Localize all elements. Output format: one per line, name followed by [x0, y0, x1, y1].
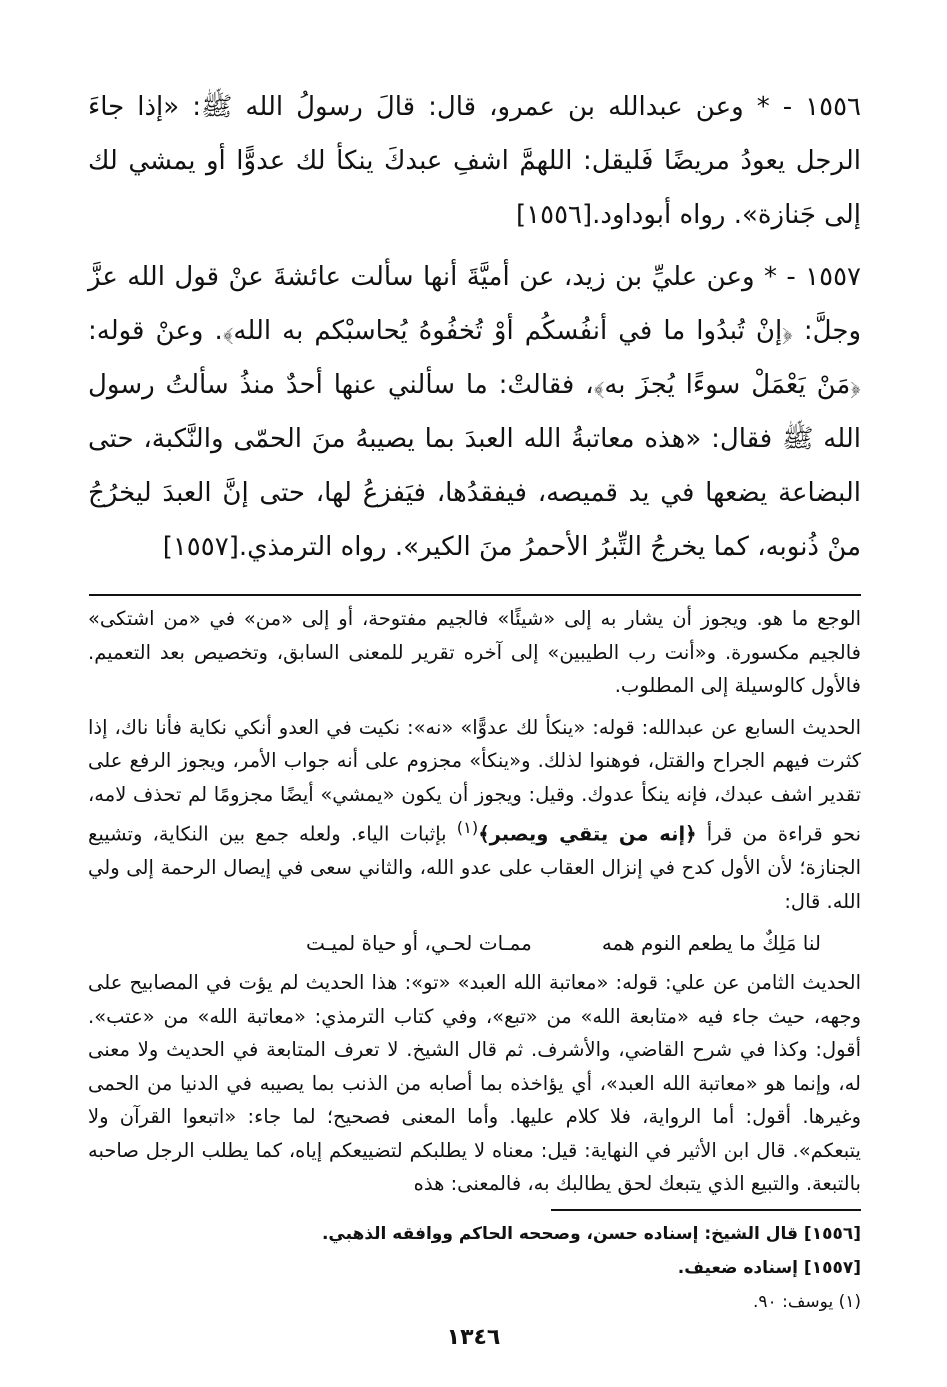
page-number: ١٣٤٦ — [446, 1325, 501, 1350]
commentary-divider — [89, 594, 861, 596]
quran-quote: ﴿إنه من يتقي ويصبر﴾ — [478, 822, 697, 846]
commentary-paragraph — [88, 711, 861, 919]
notes-divider — [551, 1209, 861, 1211]
verse-first-hemistich: لنا مَلِكٌ ما يطعم النوم همه — [601, 931, 821, 955]
commentary-paragraph: الوجع ما هو. ويجوز أن يشار به إلى «شيئًا» فالجيم مفتوحة، أو إلى «من» في «من اشتكى» فالجيم مكسورة. و«أنت رب الطيبين» إلى آخره تقرير للمعنى السابق، وتخصيص بعد التعميم. فالأول كالوسيلة إلى المطلوب. — [88, 607, 861, 697]
commentary — [88, 602, 861, 1201]
verse-second-hemistich: ممـات لحـي، أو حياة لميـت — [305, 931, 532, 955]
footnote: (١) يوسف: ٩٠. — [753, 1291, 861, 1312]
hadith-1557: ١٥٥٧ - * وعن عليِّ بن زيد، عن أميَّةَ أنها سألت عائشةَ عنْ قول الله عزَّ وجلَّ: ﴿إنْ تُبدُوا ما في أنفُسكُم أوْ تُخفُوهُ يُحاسبْكم به الله﴾. وعنْ قوله: ﴿مَنْ يَعْمَلْ سوءًا يُجزَ به﴾، فقالتْ: ما سألني عنها أحدٌ منذُ سألتُ رسول الله ﷺ فقال: «هذه معاتبةُ الله العبدَ بما يصيبهُ منَ الحمّى والنَّكبة، حتى البضاعة يضعها في يد قميصه، فيفقدُها، فيَفزعُ لها، حتى إنَّ العبدَ ليخرُجُ منْ ذُنوبه، كما يخرجُ التِّبرُ الأحمرُ منَ الكير». رواه الترمذي.[١٥٥٧] — [88, 262, 861, 562]
footnotes — [88, 1217, 861, 1319]
commentary-text: بإثبات الياء. ولعله جمع بين النكاية، وتشييع الجنازة؛ لأن الأول كدح في إنزال العقاب على عدو الله، والثاني سعى في إيصال الرحمة إلى ولي الله. قال: — [88, 822, 861, 913]
poetry-verse — [88, 926, 861, 960]
hadith-text — [88, 80, 861, 574]
commentary-text: الحديث السابع عن عبدالله: قوله: «ينكأ لك عدوًّا» «نه»: نكيت في العدو أنكي نكاية فأنا ناك، إذا كثرت فيهم الجراح والقتل، فوهنوا لذلك. و«ينكأ» مجزوم على أنه جواب الأمر، ويجوز الرفع على تقدير اشف عبدك، فإنه ينكأ عدوك. وقيل: ويجوز أن يكون «يمشي» أيضًا مجزومًا لم تحذف لامه، نحو قراءة من قرأ — [88, 715, 861, 846]
grading-note: [١٥٥٧] إسناده ضعيف. — [677, 1257, 861, 1278]
commentary-paragraph: الحديث الثامن عن علي: قوله: «معاتبة الله العبد» «تو»: هذا الحديث لم يؤت في المصابيح على وجهه، حيث جاء فيه «متابعة الله» من «تبع»، وفي كتاب الترمذي: «معاتبة الله» من «عتب». أقول: وكذا في شرح القاضي، والأشرف. ثم قال الشيخ. لا تعرف المتابعة في الحديث ولا معنى له، وإنما هو «معاتبة الله العبد»، أي يؤاخذه بما أصابه من الذنب بما يصيبه في الدنيا من الحمى وغيرها. أقول: أما الرواية، فلا كلام عليها. وأما المعنى فصحيح؛ لما جاء: «اتبعوا القرآن ولا يتبعكم». قال ابن الأثير في النهاية: قيل: معناه لا يطلبكم لتضييعكم إياه، كما يطلب الرجل صاحبه بالتبعة. والتبيع الذي يتبعك لحق يطالبك به، فالمعنى: هذه — [88, 971, 861, 1195]
grading-note: [١٥٥٦] قال الشيخ: إسناده حسن، وصححه الحاكم ووافقه الذهبي. — [321, 1223, 861, 1244]
hadith-1556: ١٥٥٦ - * وعن عبدالله بن عمرو، قال: قالَ رسولُ الله ﷺ: «إذا جاءَ الرجل يعودُ مريضًا فَليقل: اللهمَّ اشفِ عبدكَ ينكأ لك عدوًّا أو يمشي لك إلى جَنازة». رواه أبوداود.[١٥٥٦] — [88, 92, 861, 230]
footnote-ref: (١) — [456, 818, 479, 837]
